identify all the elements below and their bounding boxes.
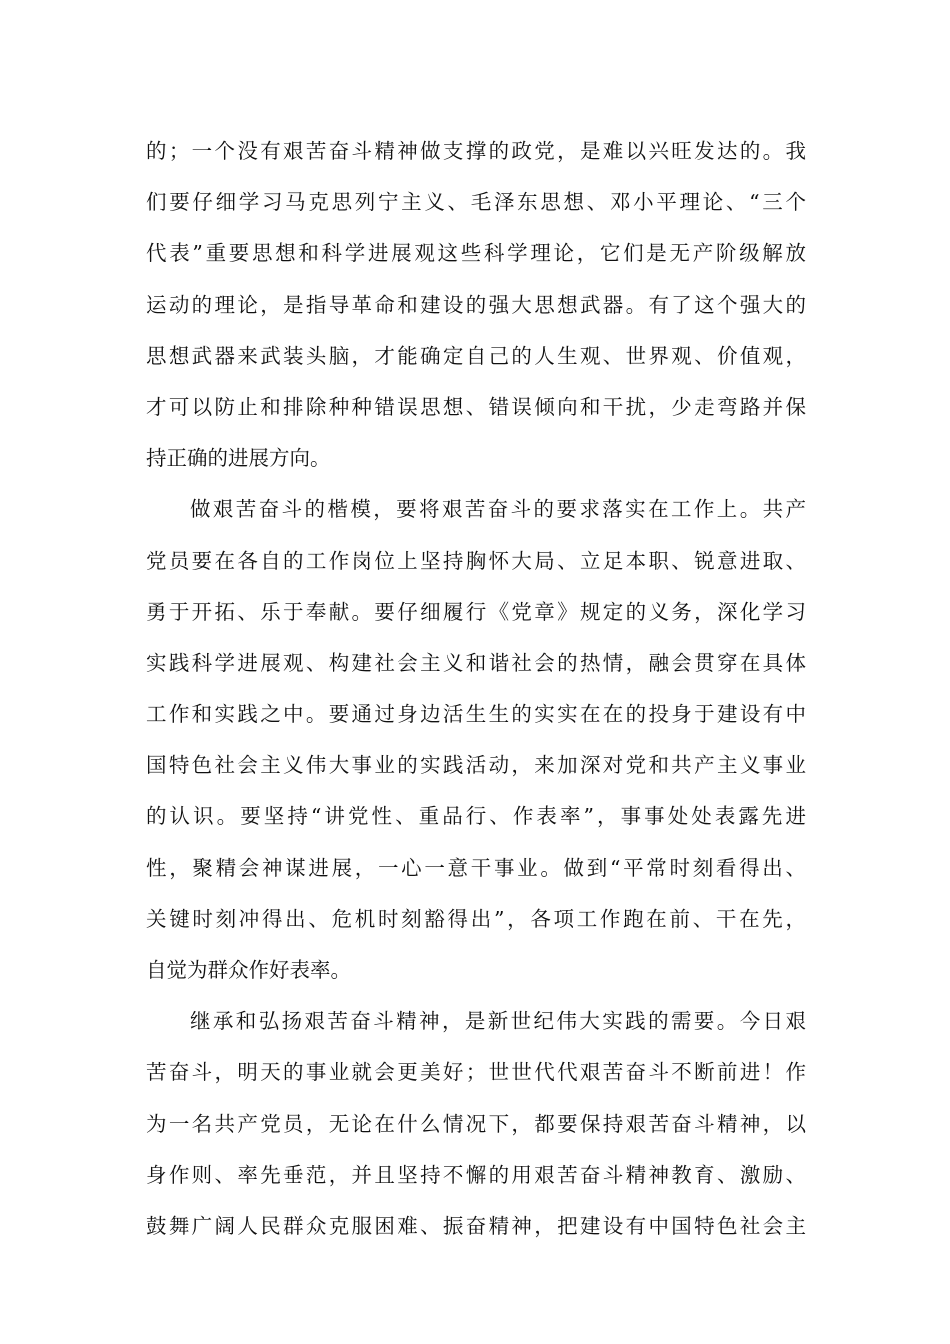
paragraph-2-line-3: 勇于开拓、乐于奉献。要仔细履行《党章》规定的义务，深化学习 <box>146 599 806 624</box>
paragraph-2-line-2: 党员要在各自的工作岗位上坚持胸怀大局、立足本职、锐意进取、 <box>146 548 806 573</box>
paragraph-1-line-3: 代表”重要思想和科学进展观这些科学理论，它们是无产阶级解放 <box>146 241 806 266</box>
paragraph-2-line-9: 关键时刻冲得出、危机时刻豁得出”，各项工作跑在前、干在先， <box>146 906 806 931</box>
paragraph-1-line-4: 运动的理论，是指导革命和建设的强大思想武器。有了这个强大的 <box>146 292 806 317</box>
body-text <box>146 126 806 1252</box>
paragraph-2-line-8: 性，聚精会神谋进展，一心一意干事业。做到“平常时刻看得出、 <box>146 855 806 880</box>
paragraph-3-line-1: 继承和弘扬艰苦奋斗精神，是新世纪伟大实践的需要。今日艰 <box>190 1009 806 1034</box>
paragraph-1-line-2: 们要仔细学习马克思列宁主义、毛泽东思想、邓小平理论、“三个 <box>146 190 806 215</box>
paragraph-2-line-6: 国特色社会主义伟大事业的实践活动，来加深对党和共产主义事业 <box>146 753 806 778</box>
paragraph-2-line-1: 做艰苦奋斗的楷模，要将艰苦奋斗的要求落实在工作上。共产 <box>190 497 806 522</box>
paragraph-1-line-6: 才可以防止和排除种种错误思想、错误倾向和干扰，少走弯路并保 <box>146 394 806 419</box>
paragraph-1-line-7: 持正确的进展方向。 <box>146 446 331 471</box>
paragraph-1-line-1: 的；一个没有艰苦奋斗精神做支撑的政党，是难以兴旺发达的。我 <box>146 139 806 163</box>
paragraph-2-line-5: 工作和实践之中。要通过身边活生生的实实在在的投身于建设有中 <box>146 702 806 727</box>
paragraph-2-line-10: 自觉为群众作好表率。 <box>146 958 351 982</box>
paragraph-3-line-4: 身作则、率先垂范，并且坚持不懈的用艰苦奋斗精神教育、激励、 <box>146 1162 806 1187</box>
paragraph-1-line-5: 思想武器来武装头脑，才能确定自己的人生观、世界观、价值观， <box>146 343 806 368</box>
paragraph-3-line-3: 为一名共产党员，无论在什么情况下，都要保持艰苦奋斗精神，以 <box>146 1111 806 1136</box>
paragraph-2-line-7: 的认识。要坚持“讲党性、重品行、作表率”，事事处处表露先进 <box>146 804 806 829</box>
paragraph-2-line-4: 实践科学进展观、构建社会主义和谐社会的热情，融会贯穿在具体 <box>146 650 806 675</box>
paragraph-3-line-5: 鼓舞广阔人民群众克服困难、振奋精神，把建设有中国特色社会主 <box>146 1213 806 1238</box>
paragraph-3-line-2: 苦奋斗，明天的事业就会更美好；世世代代艰苦奋斗不断前进！作 <box>146 1060 806 1085</box>
